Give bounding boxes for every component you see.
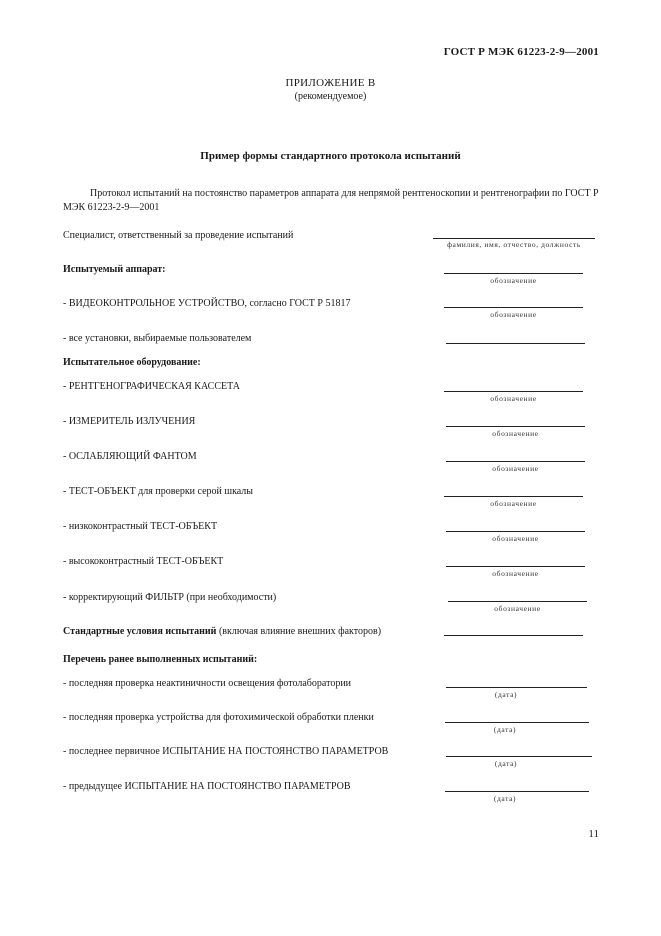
last-constancy-date-caption: (дата) — [493, 794, 517, 803]
standard-conditions — [63, 626, 381, 637]
equipment-heading: Испытательное оборудование: — [63, 357, 201, 368]
standard-conditions-rest: (включая влияние внешних факторов) — [216, 626, 382, 637]
filter-field[interactable] — [448, 601, 587, 602]
equipment-item-radiation-meter: - ИЗМЕРИТЕЛЬ ИЗЛУЧЕНИЯ — [63, 416, 196, 427]
initial-constancy-date-field[interactable] — [446, 756, 592, 757]
cassette-caption: обозначение — [490, 394, 537, 403]
apparatus-heading: Испытуемый аппарат: — [63, 264, 166, 275]
lowcontrast-object-caption: обозначение — [492, 534, 539, 543]
equipment-item-filter: - корректирующий ФИЛЬТР (при необходимости) — [63, 592, 277, 603]
last-constancy-date-field[interactable] — [445, 791, 589, 792]
processor-date-caption: (дата) — [493, 725, 517, 734]
appendix-subtitle: (рекомендуемое) — [294, 91, 367, 102]
intro-paragraph: Протокол испытаний на постоянство параметров аппарата для непрямой рентгеноскопии и рентгенографии по ГОСТ Р МЭК 61223-2-9—2001 — [63, 188, 599, 213]
videocontrol-caption: обозначение — [490, 310, 537, 319]
cassette-field[interactable] — [444, 391, 583, 392]
previous-test-processor: - последняя проверка устройства для фотохимической обработки пленки — [63, 712, 374, 723]
apparatus-item-videocontrol: - ВИДЕОКОНТРОЛЬНОЕ УСТРОЙСТВО, согласно ГОСТ Р 51817 — [63, 298, 351, 309]
radiation-meter-field[interactable] — [446, 426, 585, 427]
highcontrast-object-field[interactable] — [446, 566, 585, 567]
processor-date-field[interactable] — [445, 722, 589, 723]
equipment-item-grayscale-object: - ТЕСТ-ОБЪЕКТ для проверки серой шкалы — [63, 486, 254, 497]
form-title: Пример формы стандартного протокола испытаний — [200, 150, 461, 162]
previous-test-last-constancy: - предыдущее ИСПЫТАНИЕ НА ПОСТОЯНСТВО ПАРАМЕТРОВ — [63, 781, 351, 792]
phantom-field[interactable] — [446, 461, 585, 462]
previous-tests-heading: Перечень ранее выполненных испытаний: — [63, 654, 258, 665]
specialist-field[interactable] — [433, 238, 595, 239]
apparatus-item-settings: - все установки, выбираемые пользователем — [63, 333, 252, 344]
initial-constancy-date-caption: (дата) — [494, 759, 518, 768]
specialist-caption: фамилия, имя, отчество, должность — [447, 240, 581, 249]
apparatus-caption: обозначение — [490, 276, 537, 285]
settings-field[interactable] — [446, 343, 585, 344]
equipment-item-cassette: - РЕНТГЕНОГРАФИЧЕСКАЯ КАССЕТА — [63, 381, 240, 392]
grayscale-object-caption: обозначение — [490, 499, 537, 508]
grayscale-object-field[interactable] — [444, 496, 583, 497]
document-code: ГОСТ Р МЭК 61223-2-9—2001 — [443, 46, 599, 58]
darkroom-date-caption: (дата) — [494, 690, 518, 699]
page-number: 11 — [588, 828, 599, 840]
previous-test-darkroom: - последняя проверка неактиничности освещения фотолаборатории — [63, 678, 352, 689]
highcontrast-object-caption: обозначение — [492, 569, 539, 578]
darkroom-date-field[interactable] — [446, 687, 587, 688]
equipment-item-highcontrast-object: - высококонтрастный ТЕСТ-ОБЪЕКТ — [63, 556, 224, 567]
standard-conditions-bold: Стандартные условия испытаний — [63, 626, 217, 637]
appendix-title: ПРИЛОЖЕНИЕ В — [285, 77, 376, 89]
standard-conditions-field[interactable] — [444, 635, 583, 636]
phantom-caption: обозначение — [492, 464, 539, 473]
lowcontrast-object-field[interactable] — [446, 531, 585, 532]
equipment-item-lowcontrast-object: - низкоконтрастный ТЕСТ-ОБЪЕКТ — [63, 521, 218, 532]
apparatus-field[interactable] — [444, 273, 583, 274]
previous-test-initial-constancy: - последнее первичное ИСПЫТАНИЕ НА ПОСТОЯНСТВО ПАРАМЕТРОВ — [63, 746, 389, 757]
equipment-item-phantom: - ОСЛАБЛЯЮЩИЙ ФАНТОМ — [63, 451, 197, 462]
radiation-meter-caption: обозначение — [492, 429, 539, 438]
filter-caption: обозначение — [494, 604, 541, 613]
specialist-label: Специалист, ответственный за проведение испытаний — [63, 230, 294, 241]
videocontrol-field[interactable] — [444, 307, 583, 308]
